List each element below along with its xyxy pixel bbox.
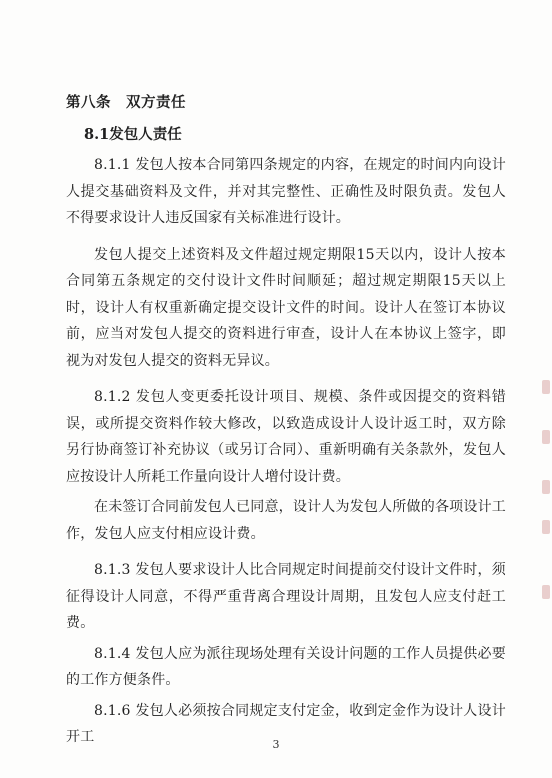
paragraph-8-1-6: 8.1.6 发包人必须按合同规定支付定金，收到定金作为设计人设计开工: [66, 702, 506, 745]
article-heading: 第八条 双方责任: [66, 94, 186, 111]
paragraph-deadline-extension: 发包人提交上述资料及文件超过规定期限15天以内，设计人按本合同第五条规定的交付设计文件时间顺延；超过规定期限15天以上时，设计人有权重新确定提交设计文件的时间。设计人在签订本协议前，应当对发包人提交的资料进行审查，设计人在本协议上签字，即视为对发包人提交的资料无异议。: [66, 246, 506, 369]
page-number: 3: [272, 738, 280, 751]
paragraph-pre-contract-work: 在未签订合同前发包人已同意，设计人为发包人所做的各项设计工作，发包人应支付相应设计费。: [66, 499, 506, 542]
section-heading: 8.1发包人责任: [84, 126, 182, 143]
paragraph-8-1-3: 8.1.3 发包人要求设计人比合同规定时间提前交付设计文件时，须征得设计人同意，不得严重背离合理设计周期，且发包人应支付赶工费。: [66, 562, 506, 631]
paragraph-8-1-1: 8.1.1 发包人按本合同第四条规定的内容，在规定的时间内向设计人提交基础资料及文件，并对其完整性、正确性及时限负责。发包人不得要求设计人违反国家有关标准进行设计。: [66, 157, 506, 226]
seal-stamp-edge: [538, 370, 552, 640]
paragraph-8-1-2: 8.1.2 发包人变更委托设计项目、规模、条件或因提交的资料错误，或所提交资料作较大修改，以致造成设计人设计返工时，双方除另行协商签订补充协议（或另订合同）、重新明确有关条款外，发包人应按设计人所耗工作量向设计人增付设计费。: [66, 389, 506, 485]
document-body: [66, 92, 506, 755]
paragraph-8-1-4: 8.1.4 发包人应为派往现场处理有关设计问题的工作人员提供必要的工作方便条件。: [66, 645, 506, 688]
